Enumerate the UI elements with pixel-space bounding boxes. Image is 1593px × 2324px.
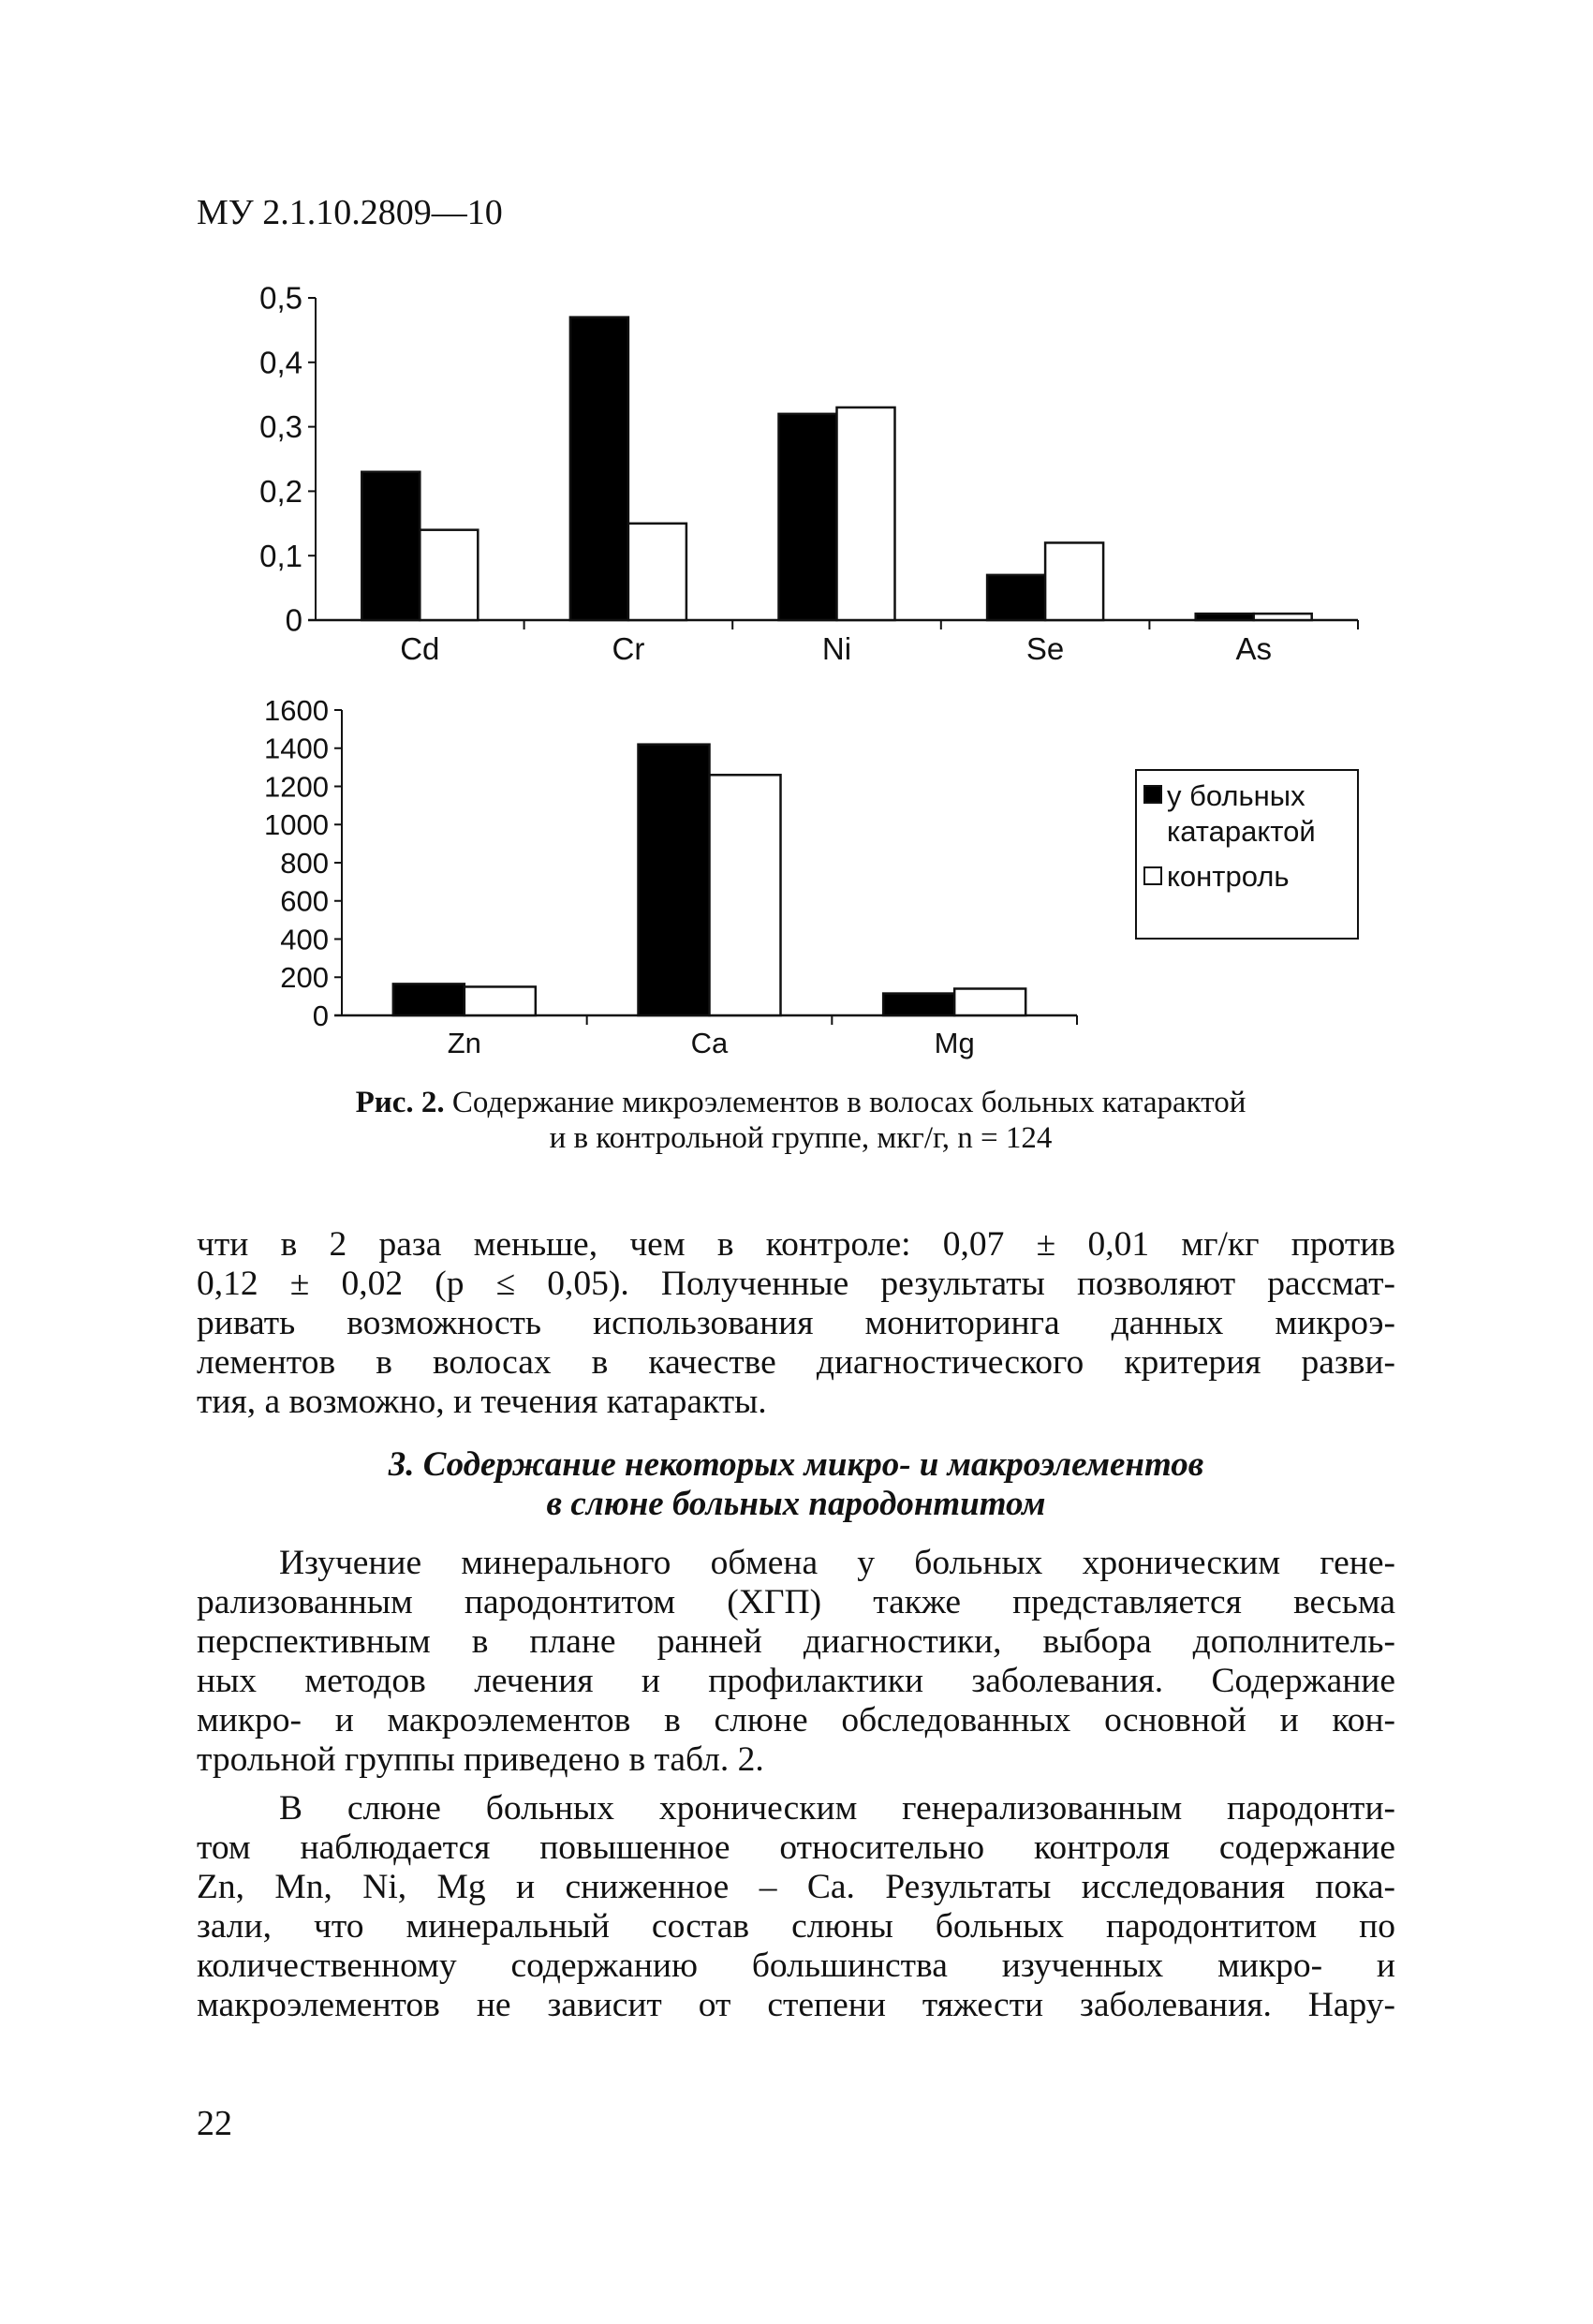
category-label: Zn <box>447 1027 481 1059</box>
y-tick-label: 600 <box>280 884 329 918</box>
category-label: Ni <box>821 631 852 666</box>
paragraph-line: 0,12 ± 0,02 (р ≤ 0,05). Полученные результаты позволяют рассмат- <box>197 1265 1395 1303</box>
bar <box>883 994 954 1015</box>
bar <box>570 318 628 620</box>
category-label: Ca <box>690 1027 729 1059</box>
bar <box>361 472 420 620</box>
page-number: 22 <box>197 2104 232 2143</box>
category-label: Mg <box>934 1027 975 1059</box>
paragraph-3 <box>197 1789 1395 2025</box>
paragraph-line: перспективным в плане ранней диагностики, выбора дополнитель- <box>197 1622 1395 1661</box>
bar <box>639 745 710 1015</box>
paragraph-line: микро- и макроэлементов в слюне обследованных основной и кон- <box>197 1701 1395 1739</box>
caption-prefix: Рис. 2. <box>355 1086 445 1119</box>
paragraph-line: лементов в волосах в качестве диагностического критерия разви- <box>197 1343 1395 1382</box>
y-tick-label: 1000 <box>264 808 329 842</box>
section-heading-line1: 3. Содержание некоторых микро- и макроэлементов <box>388 1445 1204 1484</box>
paragraph-line: В слюне больных хроническим генерализованным пародонти- <box>279 1789 1395 1828</box>
paragraph-line: ных методов лечения и профилактики заболевания. Содержание <box>197 1662 1395 1700</box>
y-tick-label: 0,3 <box>259 409 302 445</box>
bar <box>837 407 895 620</box>
y-tick-label: 200 <box>280 961 329 995</box>
paragraph-line: рализованным пародонтитом (ХГП) также представляется весьма <box>197 1583 1395 1621</box>
figure-charts <box>0 0 1593 1077</box>
y-tick-label: 1400 <box>264 732 329 765</box>
paragraph-line: том наблюдается повышенное относительно контроля содержание <box>197 1828 1395 1867</box>
category-label: As <box>1235 631 1272 666</box>
legend-label: катарактой <box>1167 815 1316 848</box>
bar <box>987 575 1045 620</box>
legend-swatch <box>1144 867 1161 884</box>
bar <box>954 988 1025 1015</box>
category-label: Se <box>1025 631 1065 666</box>
paragraph-line: чти в 2 раза меньше, чем в контроле: 0,07 ± 0,01 мг/кг против <box>197 1225 1395 1264</box>
chart-microelements-top <box>259 281 1358 666</box>
y-tick-label: 1200 <box>264 770 329 804</box>
y-tick-label: 0,4 <box>259 345 302 380</box>
bar <box>1196 614 1254 620</box>
paragraph-line: трольной группы приведено в табл. 2. <box>197 1740 764 1779</box>
bar <box>465 986 536 1015</box>
legend-swatch <box>1144 786 1161 803</box>
document-header: МУ 2.1.10.2809—10 <box>197 193 503 232</box>
y-tick-label: 800 <box>280 846 329 880</box>
paragraph-line: Изучение минерального обмена у больных хроническим гене- <box>279 1544 1395 1582</box>
paragraph-2 <box>197 1544 1395 1780</box>
y-tick-label: 0,5 <box>259 280 302 316</box>
category-label: Cd <box>400 631 440 666</box>
bar <box>1045 542 1103 620</box>
paragraph-line: ривать возможность использования мониторинга данных микроэ- <box>197 1304 1395 1342</box>
y-tick-label: 0 <box>285 602 302 638</box>
y-tick-label: 0 <box>312 999 329 1032</box>
y-tick-label: 400 <box>280 923 329 956</box>
y-tick-label: 0,1 <box>259 538 302 573</box>
caption-line2: и в контрольной группе, мкг/г, n = 124 <box>549 1121 1053 1155</box>
bar <box>1254 614 1312 620</box>
paragraph-1 <box>197 1225 1395 1422</box>
y-tick-label: 0,2 <box>259 473 302 509</box>
paragraph-line: зали, что минеральный состав слюны больных пародонтитом по <box>197 1907 1395 1946</box>
section-heading <box>197 1445 1395 1524</box>
paragraph-line: количественному содержанию большинства изученных микро- и <box>197 1947 1395 1985</box>
bar <box>628 524 686 620</box>
figure-caption <box>178 1085 1423 1156</box>
paragraph-line: макроэлементов не зависит от степени тяжести заболевания. Нару- <box>197 1986 1395 2024</box>
paragraph-line: Zn, Mn, Ni, Mg и сниженное – Са. Результаты исследования пока- <box>197 1868 1395 1906</box>
paragraph-line: тия, а возможно, и течения катаракты. <box>197 1383 767 1421</box>
bar <box>393 984 465 1015</box>
legend-label: контроль <box>1167 860 1290 893</box>
bar <box>779 414 837 620</box>
bar <box>710 775 781 1015</box>
section-heading-line2: в слюне больных пародонтитом <box>546 1485 1046 1523</box>
y-tick-label: 1600 <box>264 693 329 727</box>
legend-label: у больных <box>1167 779 1305 812</box>
chart-macroelements-bottom <box>264 694 1358 1059</box>
category-label: Cr <box>612 631 645 666</box>
caption-line1: Содержание микроэлементов в волосах больных катарактой <box>444 1086 1246 1119</box>
chart-legend <box>1136 770 1358 939</box>
bar <box>420 530 478 620</box>
